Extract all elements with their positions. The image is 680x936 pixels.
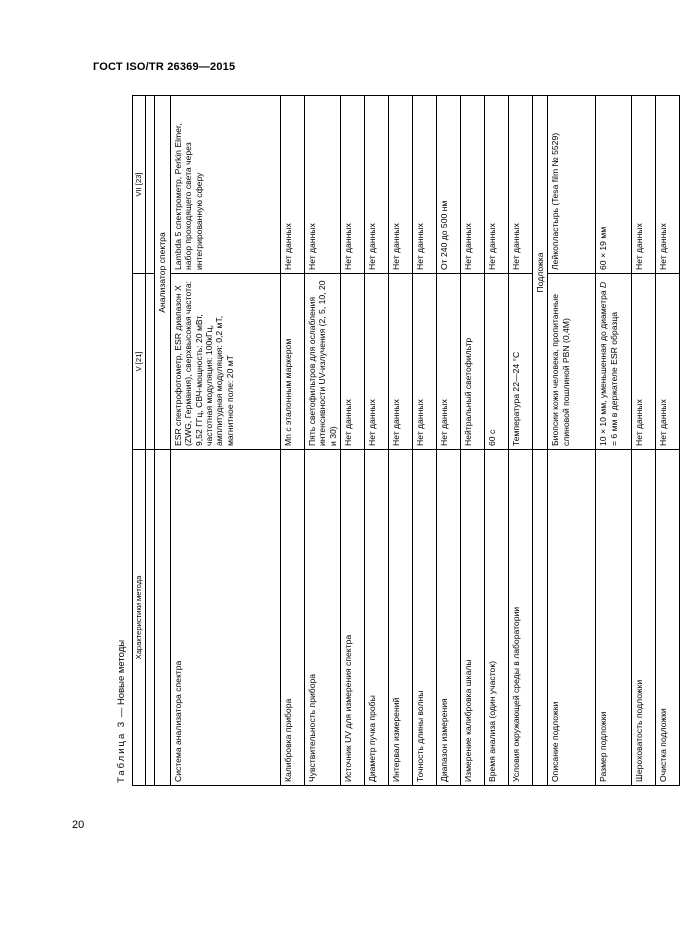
- table-caption: [116, 640, 127, 783]
- row-label: Время анализа (один участок): [485, 450, 509, 786]
- row-label: Источник UV для измерения спектра: [341, 450, 365, 786]
- cell-v21: Нет данных: [365, 274, 389, 450]
- cell-v21: Нет данных: [389, 274, 413, 450]
- page-number: 20: [72, 819, 85, 831]
- document-header: ГОСТ ISO/TR 26369—2015: [93, 61, 236, 73]
- table-row: [437, 96, 461, 786]
- row-label: Описание подложки: [548, 450, 596, 786]
- table-caption-label: Таблица 3: [116, 719, 127, 783]
- cell-v21: Нет данных: [413, 274, 437, 450]
- section-row: [155, 96, 170, 786]
- methods-table: [132, 95, 680, 786]
- cell-v23: Нет данных: [509, 96, 533, 274]
- table-row: [485, 96, 509, 786]
- section-spacer-cell: [155, 450, 170, 786]
- section-row: [533, 96, 548, 786]
- row-label: Точность длины волны: [413, 450, 437, 786]
- row-label: Интервал измерений: [389, 450, 413, 786]
- column-header: Характеристики метода: [133, 450, 146, 786]
- cell-v23: Нет данных: [632, 96, 656, 274]
- rotated-table-block: [116, 96, 669, 786]
- cell-v21: 60 с: [485, 274, 509, 450]
- cell-v23: От 240 до 500 нм: [437, 96, 461, 274]
- section-title: Подложка: [533, 96, 548, 450]
- section-title: Анализатор спектра: [155, 96, 170, 450]
- table-row: [509, 96, 533, 786]
- spacer-cell: [146, 450, 155, 786]
- row-label: Размер подложки: [596, 450, 632, 786]
- row-label: Условия окружающей среды в лаборатории: [509, 450, 533, 786]
- cell-v23: Нет данных: [461, 96, 485, 274]
- cell-v23: 60 × 19 мм: [596, 96, 632, 274]
- cell-v21: Нет данных: [656, 274, 680, 450]
- table-caption-text: — Новые методы: [116, 639, 127, 720]
- section-spacer-cell: [533, 450, 548, 786]
- cell-v23: Нет данных: [656, 96, 680, 274]
- header-spacer-row: [146, 96, 155, 786]
- row-label: Калибровка прибора: [280, 450, 304, 786]
- cell-v21: [596, 274, 632, 450]
- cell-v23: Лейкопластырь (Tesa film № 5529): [548, 96, 596, 274]
- cell-v21: Нейтральный светофильтр: [461, 274, 485, 450]
- cell-v21-var: D: [598, 281, 609, 288]
- cell-v21: Mn с эталонным маркером: [280, 274, 304, 450]
- table-row: [365, 96, 389, 786]
- table-row: [596, 96, 632, 786]
- table-row: [280, 96, 304, 786]
- row-label: Диаметр пучка пробы: [365, 450, 389, 786]
- cell-v23: Нет данных: [365, 96, 389, 274]
- row-label: Шероховатость подложки: [632, 450, 656, 786]
- cell-v23: Нет данных: [280, 96, 304, 274]
- cell-v23: Нет данных: [304, 96, 340, 274]
- cell-v23: Нет данных: [389, 96, 413, 274]
- table-row: [656, 96, 680, 786]
- cell-v21: Нет данных: [437, 274, 461, 450]
- cell-v21: Температура 22—24 °C: [509, 274, 533, 450]
- table-header-row: [133, 96, 146, 786]
- cell-v21: Пять светофильтров для ослабления интенсивности UV-излучения (2, 5, 10, 20 и 30): [304, 274, 340, 450]
- cell-v23: Lambda 5 спектрометр, Perkin Elmer, набор проходящего света через интегрированную сферу: [170, 96, 280, 274]
- table-row: [413, 96, 437, 786]
- table-row: [548, 96, 596, 786]
- cell-v21: ESR спектрофотометр, ESR диапазон X (ZWG, Германия), сверхвысокая частота: 9,52 ГГц, СВЧ-мощность: 20 мВт, частотная модуляция: 100кГц, амплитудная модуляция: 0,2 мТ, магнитное поле: 20 мТ: [170, 274, 280, 450]
- table-row: [341, 96, 365, 786]
- cell-v21-post: = 6 мм в держателе ESR образца: [608, 311, 619, 446]
- table-row: [389, 96, 413, 786]
- table-row: [304, 96, 340, 786]
- row-label: Система анализатора спектра: [170, 450, 280, 786]
- cell-v23: Нет данных: [485, 96, 509, 274]
- row-label: Измерение калибровка шкалы: [461, 450, 485, 786]
- column-header: V [21]: [133, 274, 146, 450]
- row-label: Чувствительность прибора: [304, 450, 340, 786]
- cell-v21: Нет данных: [632, 274, 656, 450]
- cell-v21: Биопсии кожи человека, пропитанные слиновой пошлиной PBN (0,4М): [548, 274, 596, 450]
- row-label: Диапазон измерения: [437, 450, 461, 786]
- cell-v21-pre: 10 × 10 мм, уменьшенная до диаметра: [598, 287, 609, 446]
- table-row: [170, 96, 280, 786]
- cell-v23: Нет данных: [341, 96, 365, 274]
- cell-v21: Нет данных: [341, 274, 365, 450]
- table-row: [461, 96, 485, 786]
- spacer-cell: [146, 274, 155, 450]
- column-header: VII [23]: [133, 96, 146, 274]
- cell-v23: Нет данных: [413, 96, 437, 274]
- spacer-cell: [146, 96, 155, 274]
- table-row: [632, 96, 656, 786]
- row-label: Очистка подложки: [656, 450, 680, 786]
